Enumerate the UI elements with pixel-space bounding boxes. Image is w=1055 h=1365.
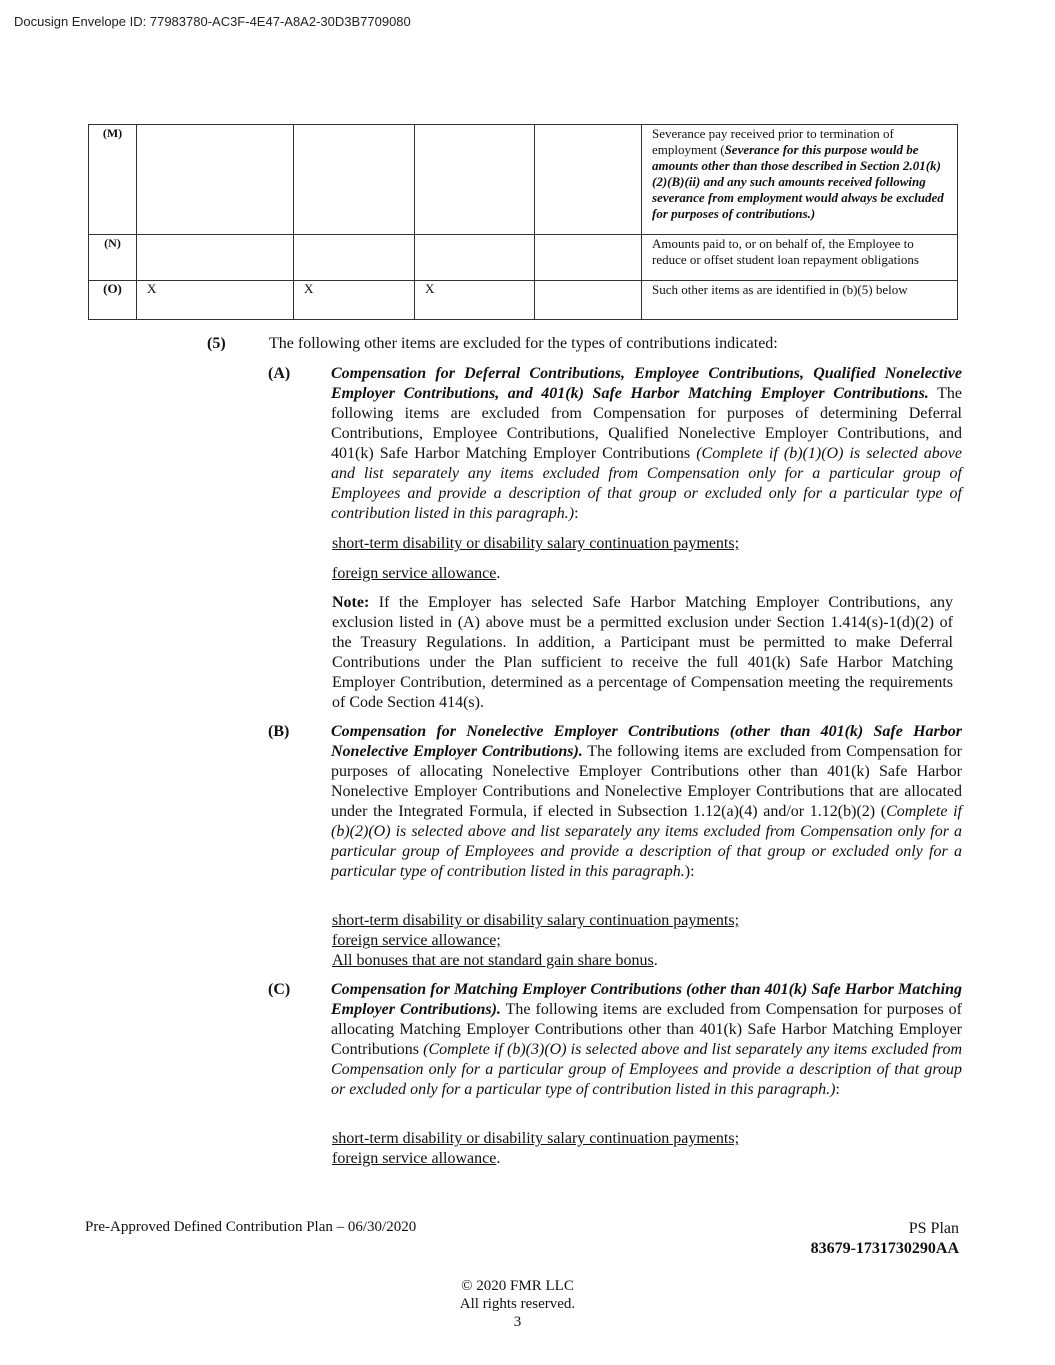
exclusion-item: foreign service allowance bbox=[332, 1150, 497, 1167]
list-item bbox=[332, 1149, 500, 1169]
subsection-c-heading: Compensation for Matching Employer Contributions (other than 401(k) Safe Harbor Matching Employer Contributions). bbox=[331, 981, 962, 1018]
subsection-a-end: : bbox=[574, 505, 579, 522]
row-description-emphasis: Severance for this purpose would be amounts other than those described in Section 2.01(k)(2)(B)(ii) and any such amounts received following severance from employment would always be excluded for purposes of contributions.) bbox=[652, 142, 944, 221]
item-end: . bbox=[496, 565, 501, 582]
row-mark bbox=[294, 235, 415, 281]
subsection-b-instruction: Complete if (b)(2)(O) is selected above and list separately any items excluded from Compensation only for a particular group of Employees and provide a description of that group or excluded only for a particular type of contribution listed in this paragraph. bbox=[331, 803, 962, 880]
footer-plan-id: 83679-1731730290AA bbox=[810, 1240, 959, 1257]
row-mark bbox=[535, 281, 642, 320]
row-code: (O) bbox=[89, 281, 137, 320]
row-code: (N) bbox=[89, 235, 137, 281]
subsection-a-heading: Compensation for Deferral Contributions, Employee Contributions, Qualified Nonelective Employer Contributions, and 401(k) Safe Harbor Matching Employer Contributions. bbox=[331, 365, 962, 402]
exclusion-item: All bonuses that are not standard gain share bonus bbox=[332, 952, 654, 969]
list-item bbox=[332, 534, 739, 554]
subsection-c-instruction: (Complete if (b)(3)(O) is selected above and list separately any items excluded from Compensation only for a particular group of Employees and provide a description of that group or excluded only for a particular type of contribution listed in this paragraph.) bbox=[331, 1041, 963, 1098]
footer-plan-document: Pre-Approved Defined Contribution Plan – 06/30/2020 bbox=[85, 1219, 417, 1235]
footer-plan-info bbox=[811, 1219, 959, 1259]
exclusion-item: short-term disability or disability salary continuation payments; bbox=[332, 912, 740, 929]
subsection-b-end: ): bbox=[684, 863, 695, 880]
subsection-c-body: The following items are excluded from Compensation for purposes of allocating Matching Employer Contributions other than 401(k) Safe Harbor Matching Employer Contributions bbox=[331, 1001, 963, 1058]
row-mark bbox=[535, 235, 642, 281]
list-item bbox=[332, 911, 739, 931]
row-mark: X bbox=[415, 281, 535, 320]
subsection-a-label: (A) bbox=[268, 365, 291, 382]
row-description-text: Severance pay received prior to termination of employment ( bbox=[652, 126, 894, 157]
safe-harbor-note bbox=[332, 593, 953, 713]
item-end: . bbox=[653, 952, 658, 969]
row-mark bbox=[535, 125, 642, 235]
list-item bbox=[332, 1129, 739, 1149]
row-mark: X bbox=[294, 281, 415, 320]
note-text: If the Employer has selected Safe Harbor Matching Employer Contributions, any exclusion listed in (A) above must be a permitted exclusion under Section 1.414(s)-1(d)(2) of the Treasury Regulations. In addition, a Participant must be permitted to make Deferral Contributions under the Plan sufficient to receive the full 401(k) Safe Harbor Matching Employer Contribution, determined as a percentage of Compensation meeting the requirements of Code Section 414(s). bbox=[332, 594, 953, 711]
subsection-c-text bbox=[331, 980, 962, 1100]
subsection-c-end: : bbox=[835, 1081, 840, 1098]
row-mark bbox=[294, 125, 415, 235]
row-code: (M) bbox=[89, 125, 137, 235]
exclusion-item: foreign service allowance; bbox=[332, 932, 501, 949]
row-mark bbox=[415, 235, 535, 281]
item-end: . bbox=[496, 1150, 501, 1167]
footer-copyright-block bbox=[0, 1277, 1035, 1331]
row-description bbox=[642, 235, 958, 281]
row-mark: X bbox=[137, 281, 294, 320]
page-number: 3 bbox=[513, 1314, 522, 1330]
subsection-c-label: (C) bbox=[268, 981, 291, 998]
envelope-id: Docusign Envelope ID: 77983780-AC3F-4E47-A8A2-30D3B7709080 bbox=[14, 14, 411, 29]
note-label: Note: bbox=[332, 594, 370, 611]
section-number: (5) bbox=[207, 335, 226, 352]
exclusion-item: foreign service allowance bbox=[332, 565, 497, 582]
subsection-b-label: (B) bbox=[268, 723, 290, 740]
subsection-b-body: The following items are excluded from Compensation for purposes of allocating Nonelective Employer Contributions other than 401(k) Safe Harbor Nonelective Employer Contributions and Nonelective Employer Contributions that are allocated under the Integrated Formula, if elected in Subsection 1.12(a)(4) and/or 1.12(b)(2) ( bbox=[331, 743, 963, 820]
subsection-b-heading: Compensation for Nonelective Employer Contributions (other than 401(k) Safe Harbor Nonelective Employer Contributions). bbox=[331, 723, 962, 760]
exclusion-item: short-term disability or disability salary continuation payments; bbox=[332, 1130, 740, 1147]
subsection-b-text bbox=[331, 722, 962, 882]
row-description-text: Amounts paid to, or on behalf of, the Employee to reduce or offset student loan repayment obligations bbox=[652, 236, 919, 267]
list-item bbox=[332, 951, 658, 971]
subsection-a-instruction: (Complete if (b)(1)(O) is selected above and list separately any items excluded from Compensation only for a particular group of Employees and provide a description of that group or excluded only for a particular type of contribution listed in this paragraph.) bbox=[331, 445, 962, 522]
table-row bbox=[89, 281, 958, 320]
list-item bbox=[332, 931, 501, 951]
row-description bbox=[642, 125, 958, 235]
compensation-exclusions-table bbox=[88, 124, 958, 320]
row-mark bbox=[415, 125, 535, 235]
footer-plan-type: PS Plan bbox=[908, 1220, 959, 1237]
table-row bbox=[89, 125, 958, 235]
rights-reserved: All rights reserved. bbox=[459, 1296, 576, 1312]
row-mark bbox=[137, 125, 294, 235]
row-mark bbox=[137, 235, 294, 281]
section-intro: The following other items are excluded for the types of contributions indicated: bbox=[269, 335, 778, 352]
subsection-a-body: The following items are excluded from Compensation for purposes of determining Deferral Contributions, Employee Contributions, Qualified Nonelective Employer Contributions, and 401(k) Safe Harbor Matching Employer Contributions bbox=[331, 385, 963, 462]
row-description-text: Such other items as are identified in (b)(5) below bbox=[652, 282, 908, 297]
subsection-a-text bbox=[331, 364, 962, 524]
row-description bbox=[642, 281, 958, 320]
list-item bbox=[332, 564, 500, 584]
copyright: © 2020 FMR LLC bbox=[461, 1278, 574, 1294]
exclusion-item: short-term disability or disability salary continuation payments; bbox=[332, 535, 740, 552]
table-row bbox=[89, 235, 958, 281]
